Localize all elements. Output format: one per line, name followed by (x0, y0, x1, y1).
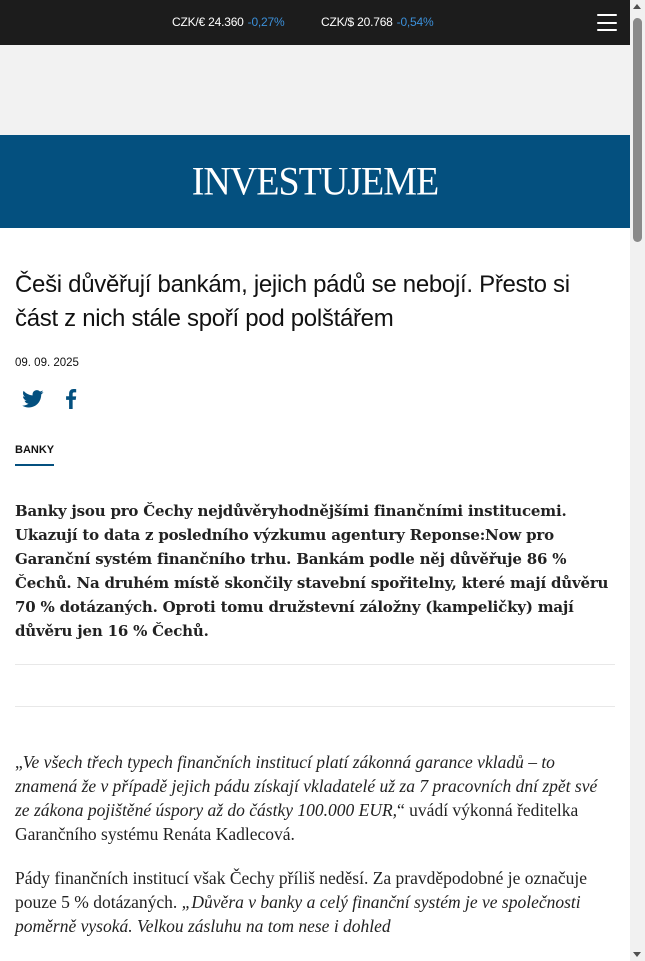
article-perex: Banky jsou pro Čechy nejdůvěryhodnějšími finančními institucemi. Ukazují to data z posledního výzkumu agentury Reponse:Now pro Garanční systém finančního trhu. Bankám podle něj důvěřuje 86 % Čechů. Na druhém místě skončily stavební spořitelny, které mají důvěru 70 % dotázaných. Oproti tomu družstevní záložny (kampeličky) mají důvěru jen 16 % Čechů. (15, 502, 609, 640)
article-date: 09. 09. 2025 (15, 357, 79, 369)
hamburger-menu-icon[interactable] (597, 14, 617, 31)
ad-banner-space (0, 45, 630, 135)
open-quote: „ (15, 752, 23, 772)
scroll-up-icon[interactable] (633, 4, 641, 9)
ticker-eur[interactable] (172, 15, 284, 29)
site-logo[interactable]: INVESTUJEME (191, 159, 439, 204)
ticker-eur-label: CZK/€ 24.360 (172, 15, 244, 29)
paragraph-quote: Ve všech třech typech finančních institucí platí zákonná garance vkladů – to znamená že v případě jejich pádu získají vkladatelé už za 7 pracovních dní zpět své ze zákona pojištěné úspory až do částky 100.000 EUR, (15, 752, 598, 820)
article-paragraph (15, 866, 615, 938)
scroll-down-icon[interactable] (633, 952, 641, 957)
divider (15, 706, 615, 707)
facebook-share-button[interactable] (58, 386, 84, 412)
ticker-eur-change: -0,27% (247, 15, 285, 29)
ticker-usd-label: CZK/$ 20.768 (321, 15, 393, 29)
share-buttons (15, 386, 615, 416)
twitter-share-button[interactable] (20, 386, 46, 412)
paragraph-quote: „Důvěra v banky a celý finanční systém je ve společnosti poměrně vysoká. Velkou zásluhu na tom nese i dohled (15, 892, 581, 936)
vertical-scrollbar[interactable] (630, 0, 645, 961)
article-paragraph (15, 750, 615, 846)
currency-ticker-bar (0, 0, 630, 45)
inline-ad-slot (15, 665, 615, 706)
ticker-usd-change: -0,54% (396, 15, 434, 29)
facebook-icon (65, 389, 77, 409)
scrollbar-thumb[interactable] (633, 18, 642, 242)
paragraph-text: Pády finančních institucí však Čechy příliš neděsí. Za pravděpodobné je označuje pouze 5 % dotázaných. (15, 868, 587, 912)
ticker-usd[interactable] (321, 15, 433, 29)
category-tag-wrap (15, 438, 615, 466)
category-tag[interactable]: BANKY (15, 444, 54, 466)
twitter-icon (22, 390, 44, 408)
article-title: Češi důvěřují bankám, jejich pádů se nebojí. Přesto si část z nich stále spoří pod polštářem (15, 271, 570, 332)
paragraph-text: “ uvádí výkonná ředitelka Garančního systému Renáta Kadlecová. (15, 800, 579, 844)
article (0, 268, 630, 938)
brand-header (0, 135, 630, 228)
